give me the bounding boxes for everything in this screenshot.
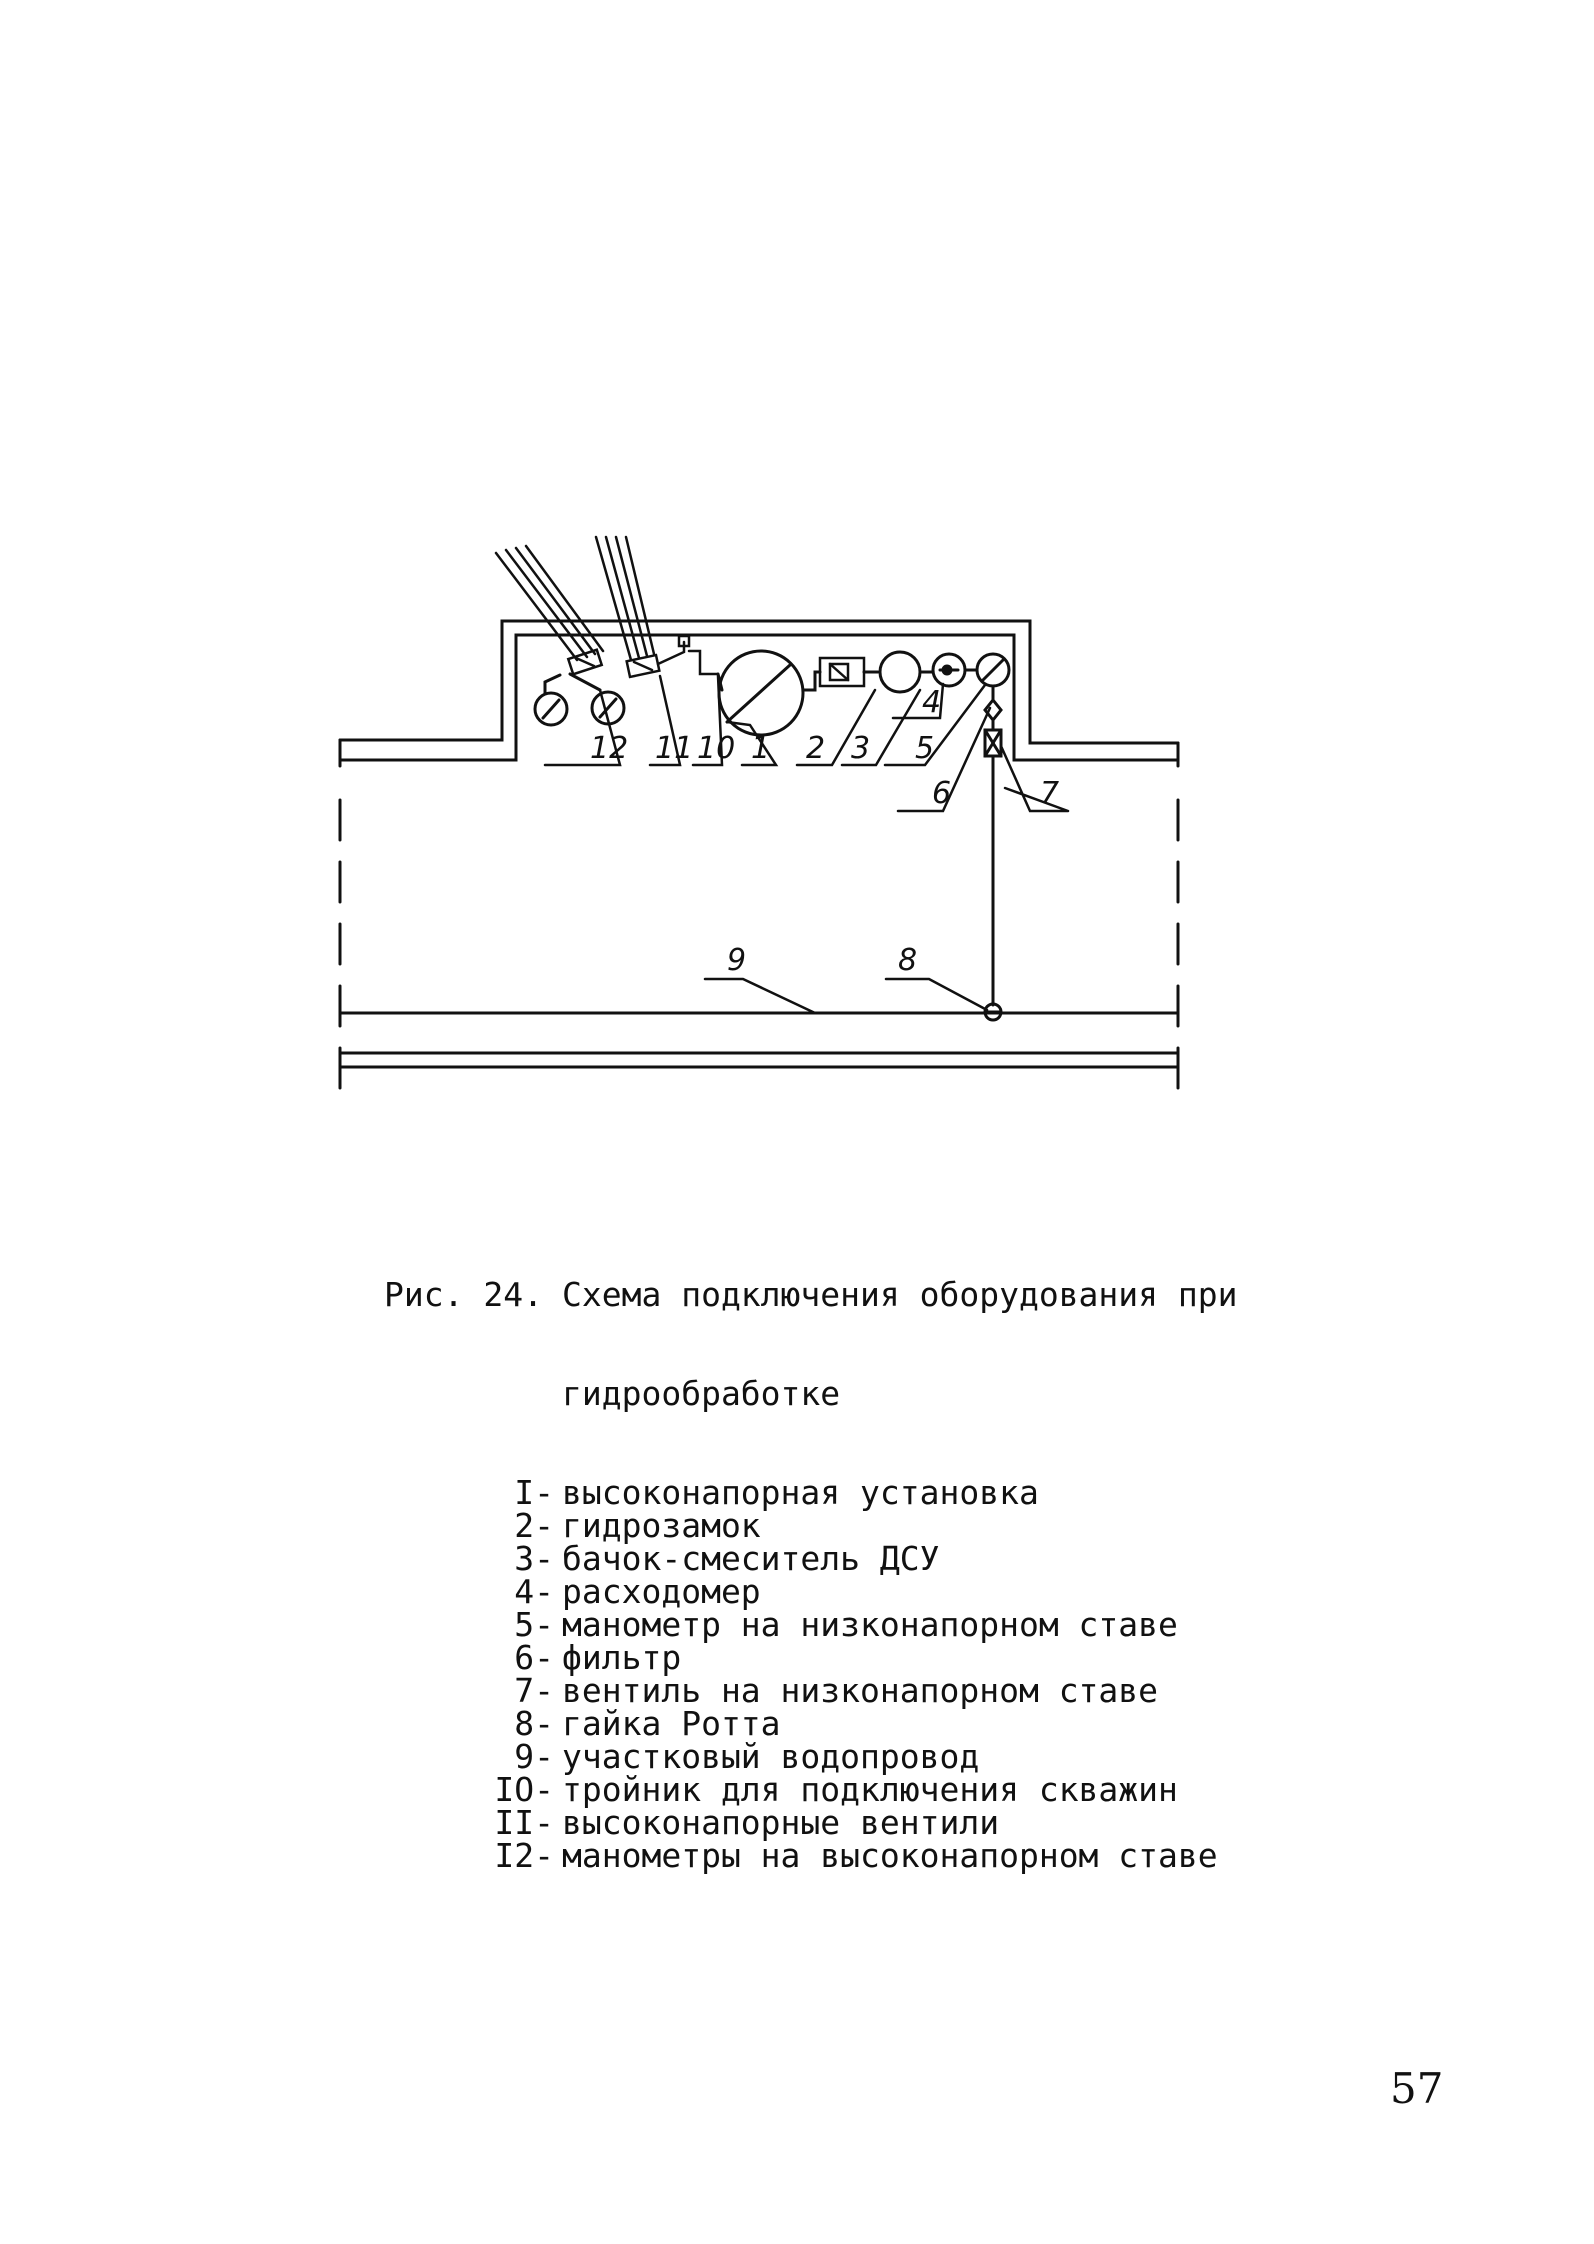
label-1: 1 xyxy=(751,731,771,766)
label-2: 2 xyxy=(806,731,826,766)
legend-number: II- xyxy=(494,1803,554,1842)
label-10: 10 xyxy=(697,731,736,766)
legend-item xyxy=(384,1572,1238,1611)
legend-text: расходомер xyxy=(562,1572,761,1611)
legend-text: участковый водопровод xyxy=(562,1737,980,1776)
legend-text: высоконапорные вентили xyxy=(562,1803,1000,1842)
legend-number: 5- xyxy=(514,1605,554,1644)
page-number: 57 xyxy=(1390,2064,1444,2113)
legend-text: гайка Ротта xyxy=(562,1704,781,1743)
legend-item xyxy=(384,1671,1238,1710)
legend-number: I- xyxy=(514,1473,554,1512)
label-12: 12 xyxy=(590,731,629,766)
label-11: 11 xyxy=(655,731,694,766)
legend-number: I2- xyxy=(494,1836,554,1875)
legend-item xyxy=(384,1770,1238,1809)
legend-item xyxy=(384,1506,1238,1545)
legend-number: 4- xyxy=(514,1572,554,1611)
label-3: 3 xyxy=(851,731,871,766)
legend-number: 6- xyxy=(514,1638,554,1677)
legend-item xyxy=(384,1539,1238,1578)
legend-number: 2- xyxy=(514,1506,554,1545)
label-8: 8 xyxy=(898,943,918,978)
legend-text: высоконапорная установка xyxy=(562,1473,1039,1512)
filter-valve-riser xyxy=(985,686,1001,1020)
caption-title-cont: гидрообработке xyxy=(562,1374,841,1413)
legend-text: манометры на высоконапорном ставе xyxy=(562,1836,1218,1875)
legend-number: 3- xyxy=(514,1539,554,1578)
legend-number: 7- xyxy=(514,1671,554,1710)
legend-text: вентиль на низконапорном ставе xyxy=(562,1671,1159,1710)
caption-title-line xyxy=(384,1275,1238,1314)
legend-item xyxy=(384,1638,1238,1677)
legend-text: фильтр xyxy=(562,1638,682,1677)
label-7: 7 xyxy=(1040,776,1060,811)
legend-list xyxy=(384,1473,1238,1875)
label-5: 5 xyxy=(915,731,935,766)
legend-number: 9- xyxy=(514,1737,554,1776)
hydrolock xyxy=(820,658,864,686)
legend-number: IO- xyxy=(494,1770,554,1809)
legend-text: гидрозамок xyxy=(562,1506,761,1545)
label-9: 9 xyxy=(727,943,747,978)
legend-item xyxy=(384,1836,1238,1875)
caption-prefix: Рис. 24. xyxy=(384,1275,543,1314)
legend-item xyxy=(384,1473,1238,1512)
caption-title: Схема подключения оборудования при xyxy=(562,1275,1238,1314)
legend-text: манометр на низконапорном ставе xyxy=(562,1605,1178,1644)
label-4: 4 xyxy=(922,685,942,720)
caption-title-line-2 xyxy=(384,1374,1238,1413)
label-leaders xyxy=(545,676,1068,1013)
high-pressure-manometers xyxy=(535,674,624,725)
legend-item xyxy=(384,1737,1238,1776)
figure-caption xyxy=(384,1212,1238,1905)
legend-item xyxy=(384,1803,1238,1842)
legend-item xyxy=(384,1704,1238,1743)
legend-number: 8- xyxy=(514,1704,554,1743)
legend-text: бачок-смеситель ДСУ xyxy=(562,1539,940,1578)
legend-item xyxy=(384,1605,1238,1644)
legend-text: тройник для подключения скважин xyxy=(562,1770,1178,1809)
label-6: 6 xyxy=(932,776,952,811)
high-pressure-hoses xyxy=(496,537,654,660)
